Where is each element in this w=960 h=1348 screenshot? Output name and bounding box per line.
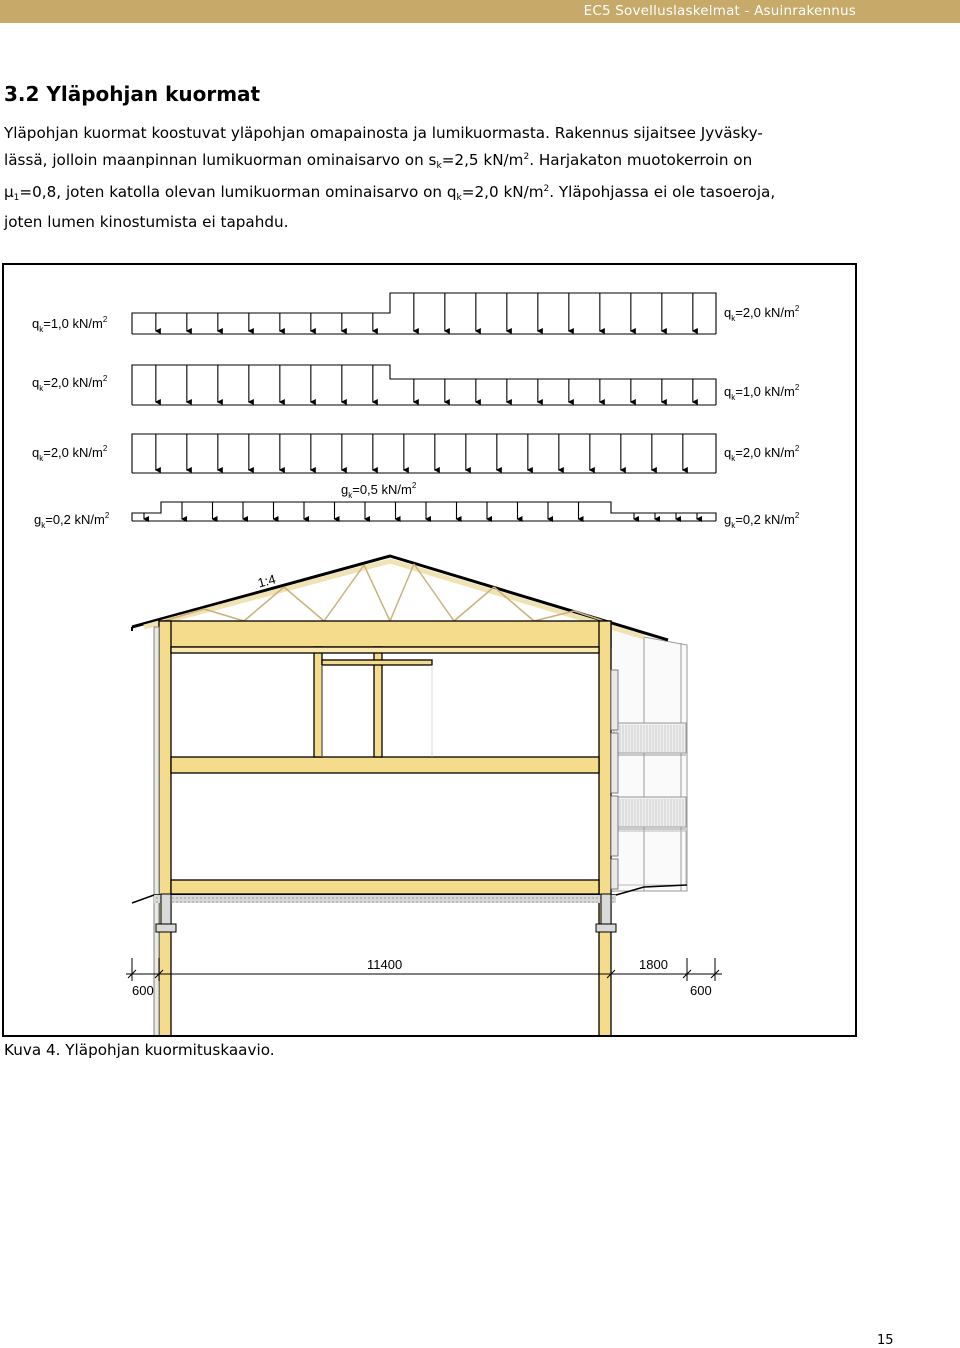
subscript: 1	[13, 193, 20, 203]
subscript: k	[456, 193, 462, 203]
truss-web	[454, 587, 494, 621]
paragraph-line-1: Yläpohjan kuormat koostuvat yläpohjan omapainosta ja lumikuormasta. Rakennus sijaitsee Jyväsky-	[4, 124, 763, 142]
running-title: EC5 Sovelluslaskelmat - Asuinrakennus	[583, 3, 856, 19]
text-run: =2,0 kN/m	[461, 183, 544, 201]
paragraph-line-4: joten lumen kinostumista ei tapahdu.	[4, 212, 289, 231]
text-run: =0,8, joten katolla olevan lumikuorman ominaisarvo on q	[19, 183, 457, 201]
ceiling-beam	[159, 621, 611, 647]
page-number: 15	[877, 1333, 894, 1348]
header-beam	[322, 660, 432, 665]
superscript: 2	[523, 151, 530, 162]
load-row4-outline	[132, 502, 716, 521]
timber-frame	[159, 621, 611, 1035]
load-rows	[132, 293, 716, 521]
load-row2-outline	[132, 365, 716, 405]
text-run: lässä, jolloin maanpinnan lumikuorman ominaisarvo on s	[4, 150, 437, 169]
load-label-row1-right: $q_k=2,0$ $kN/m^2$	[724, 304, 800, 323]
building-section	[132, 556, 687, 1035]
superscript: 2	[543, 184, 550, 194]
intermediate-floor	[171, 757, 599, 773]
truss-web	[204, 609, 244, 621]
porch-annex	[610, 625, 687, 891]
interior-post-1	[314, 647, 322, 757]
header-bar	[0, 0, 960, 23]
load-label-row2-right: $q_k=1,0$ $kN/m^2$	[724, 383, 800, 402]
load-label-row1-left: $q_k=1,0$ $kN/m^2$	[32, 315, 108, 334]
truss-web	[284, 587, 324, 621]
load-row3-outline	[132, 434, 716, 473]
dimension-lines	[126, 958, 722, 981]
paragraph-line-2	[4, 146, 944, 179]
load-label-row4-left: $g_k=0,2$ $kN/m^2$	[34, 511, 110, 530]
subscript: k	[436, 160, 442, 171]
text-run: . Yläpohjassa ei ole tasoeroja,	[549, 183, 776, 201]
text-run: μ	[4, 183, 14, 201]
dim-right-overhang: 600	[690, 983, 712, 998]
load-diagram-svg	[4, 265, 855, 1035]
figure-caption: Kuva 4. Yläpohjan kuormituskaavio.	[4, 1041, 275, 1059]
load-label-row4-right: $g_k=0,2$ $kN/m^2$	[724, 511, 800, 530]
ground-hatch	[154, 895, 616, 903]
body-paragraph	[4, 122, 944, 234]
load-diagram-figure	[2, 263, 857, 1037]
load-label-row3-right: $q_k=2,0$ $kN/m^2$	[724, 444, 800, 463]
truss-web	[364, 565, 390, 621]
dim-main-span: 11400	[367, 957, 403, 972]
dim-right-span: 1800	[639, 957, 668, 972]
roof-slope-label: 1:4	[255, 571, 278, 591]
text-run: =2,5 kN/m	[441, 150, 524, 169]
truss-web	[390, 564, 414, 621]
ceiling-board	[171, 647, 599, 653]
text-run: . Harjakaton muotokerroin on	[529, 150, 753, 169]
paragraph-line-3	[4, 178, 944, 211]
section-title: 3.2 Yläpohjan kuormat	[4, 82, 261, 106]
load-row1-outline	[132, 293, 716, 334]
right-wall	[599, 621, 611, 1035]
load-label-row4-center: $g_k=0,5$ $kN/m^2$	[341, 481, 417, 500]
load-label-row2-left: $q_k=2,0$ $kN/m^2$	[32, 374, 108, 393]
load-label-row3-left: $q_k=2,0$ $kN/m^2$	[32, 444, 108, 463]
ground-floor-slab	[171, 880, 599, 894]
dim-left-overhang: 600	[132, 983, 154, 998]
